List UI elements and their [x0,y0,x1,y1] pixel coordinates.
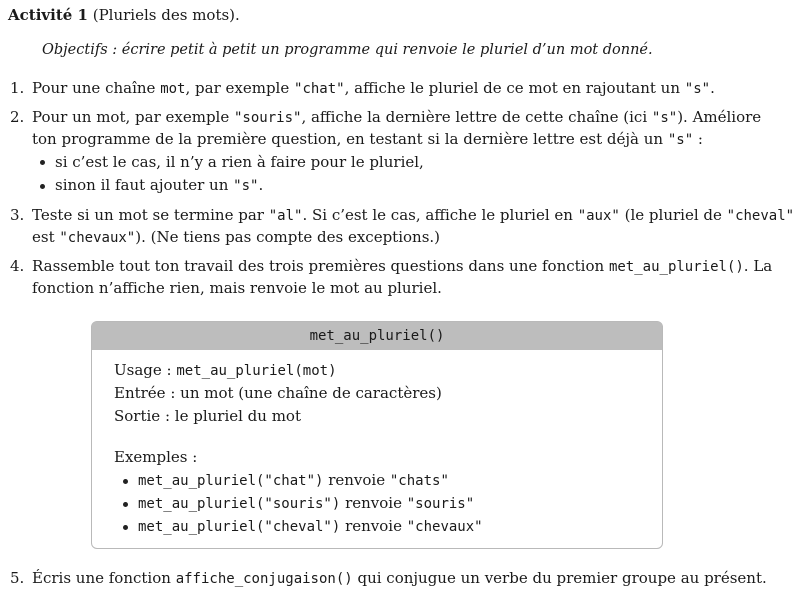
question-1-text: Pour une chaîne mot, par exemple "chat", affiche le pluriel de ce mot en rajoutant un "s". [32,79,715,97]
bullet-icon [123,502,128,507]
input-line: Entrée : un mot (une chaîne de caractères) [114,384,442,402]
function-box [91,321,663,549]
question-2-bullet-1: si c’est le cas, il n’y a rien à faire pour le pluriel, [55,153,424,171]
bullet-icon [40,184,45,189]
bullet-icon [123,479,128,484]
usage-line: Usage : met_au_pluriel(mot) [114,361,337,379]
function-box-header [92,322,662,350]
example-item: met_au_pluriel("chat") renvoie "chats" [138,471,449,489]
activity-title: Activité 1 (Pluriels des mots). [8,6,240,24]
examples-label: Exemples : [114,448,198,466]
output-line: Sortie : le pluriel du mot [114,407,301,425]
question-5-text: Écris une fonction affiche_conjugaison() qui conjugue un verbe du premier groupe au présent. [32,569,767,587]
question-3-line-1: Teste si un mot se termine par "al". Si c’est le cas, affiche le pluriel en "aux" (le pluriel de "cheval" [32,206,794,224]
question-2-line-2: ton programme de la première question, en testant si la dernière lettre est déjà un "s" : [32,130,703,148]
objective: Objectifs : écrire petit à petit un programme qui renvoie le pluriel d’un mot donné. [42,42,653,58]
function-name: met_au_pluriel() [309,328,445,344]
question-2-line-1: Pour un mot, par exemple "souris", affiche la dernière lettre de cette chaîne (ici "s"). Améliore [32,108,762,126]
bullet-icon [40,160,45,165]
question-4-number: 4. [10,257,25,275]
question-3-line-2: est "chevaux"). (Ne tiens pas compte des exceptions.) [32,228,441,246]
question-2-bullet-2: sinon il faut ajouter un "s". [55,176,264,194]
question-3-number: 3. [10,206,25,224]
bullet-icon [123,525,128,530]
question-4-line-1: Rassemble tout ton travail des trois premières questions dans une fonction met_au_pluriel(). La [32,257,773,275]
question-5-number: 5. [10,569,25,587]
question-2-number: 2. [10,108,25,126]
question-1-number: 1. [10,79,25,97]
question-4-line-2: fonction n’affiche rien, mais renvoie le mot au pluriel. [32,279,442,297]
example-item: met_au_pluriel("cheval") renvoie "chevaux" [138,517,483,535]
example-item: met_au_pluriel("souris") renvoie "souris" [138,494,475,512]
